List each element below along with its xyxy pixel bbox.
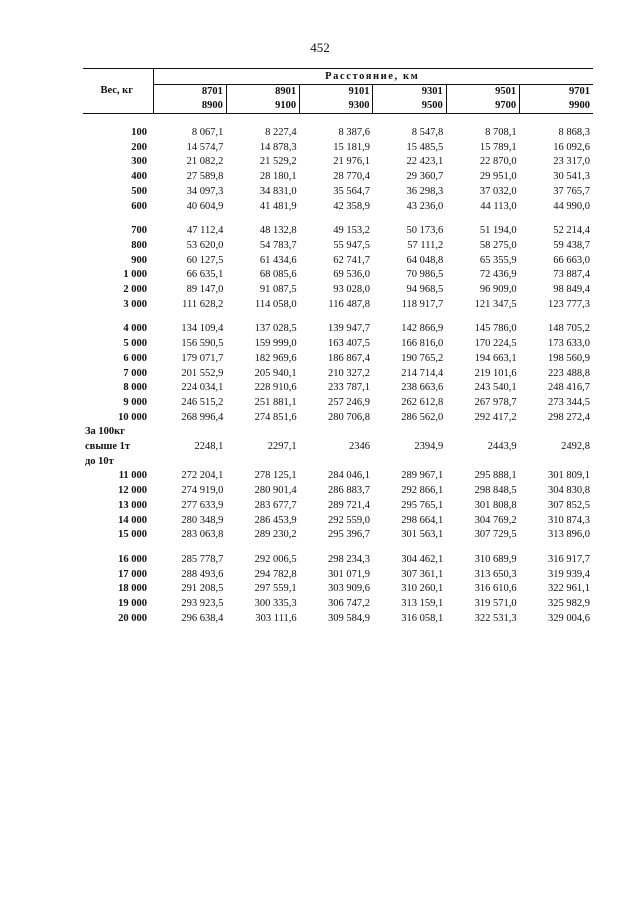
rate-cell: 292 417,2: [474, 411, 517, 423]
weight-cell: 15 000: [118, 529, 148, 541]
special-rate-label: [83, 425, 153, 469]
distance-range-header: [300, 85, 373, 114]
rate-cell: 298 234,3: [327, 553, 370, 565]
table-row: [83, 597, 593, 612]
rate-cell: 123 777,3: [548, 298, 590, 310]
rate-cell: 292 559,0: [327, 514, 370, 526]
table-body: [83, 114, 593, 627]
rate-cell: 301 808,8: [474, 499, 517, 511]
weight-cell: 700: [131, 225, 148, 237]
table-row: [83, 582, 593, 597]
weight-cell: 2 000: [123, 284, 148, 296]
weight-column-header: Вес, кг: [83, 69, 153, 114]
weight-cell: 8 000: [123, 382, 148, 394]
rate-cell: 57 111,2: [407, 239, 444, 251]
rate-cell: 134 109,4: [181, 323, 224, 335]
special-rate-row: [83, 425, 593, 469]
table-row: [83, 185, 593, 200]
rate-cell: 21 976,1: [333, 156, 370, 168]
weight-cell: 400: [131, 171, 148, 183]
rate-cell: 295 888,1: [474, 470, 517, 482]
rate-cell: 35 564,7: [333, 185, 370, 197]
special-rate-cell: 2394,9: [414, 441, 444, 453]
distance-range-header: [153, 85, 226, 114]
rate-cell: 145 786,0: [474, 323, 517, 335]
rate-cell: 30 541,3: [553, 171, 590, 183]
rate-cell: 55 947,5: [333, 239, 370, 251]
rate-cell: 280 706,8: [327, 411, 370, 423]
rate-cell: 228 910,6: [254, 382, 297, 394]
spacer-row: [83, 114, 593, 127]
rate-cell: 307 852,5: [548, 499, 590, 511]
rate-cell: 319 939,4: [548, 568, 590, 580]
rate-cell: 60 127,5: [186, 254, 224, 266]
table-row: [83, 254, 593, 269]
rate-cell: 121 347,5: [474, 298, 517, 310]
special-rate-cell: 2248,1: [194, 441, 224, 453]
rate-cell: 23 317,0: [553, 156, 590, 168]
rate-cell: 182 969,6: [254, 352, 297, 364]
table-row: [83, 381, 593, 396]
rate-cell: 214 714,4: [401, 367, 444, 379]
range-to: 9100: [275, 100, 297, 111]
weight-cell: 17 000: [118, 568, 148, 580]
rate-cell: 316 058,1: [401, 612, 444, 624]
rate-cell: 70 986,5: [406, 269, 444, 281]
rate-cell: 163 407,5: [327, 338, 370, 350]
rate-cell: 22 423,1: [406, 156, 444, 168]
rate-cell: 296 638,4: [181, 612, 224, 624]
table-row: [83, 155, 593, 170]
table-row: [83, 499, 593, 514]
rate-cell: 8 227,4: [265, 127, 297, 138]
special-label-line: За 100кг: [85, 426, 125, 438]
rate-cell: 292 866,1: [401, 485, 444, 497]
special-rate-cell: 2346: [348, 441, 370, 453]
table-row: [83, 224, 593, 239]
rate-table: [83, 68, 593, 627]
rate-cell: 319 571,0: [474, 598, 517, 610]
rate-cell: 59 438,7: [553, 239, 590, 251]
special-rate-cell: 2297,1: [267, 441, 297, 453]
rate-cell: 69 536,0: [333, 269, 370, 281]
table-row: [83, 298, 593, 313]
rate-cell: 224 034,1: [181, 382, 224, 394]
rate-cell: 72 436,9: [479, 269, 517, 281]
rate-cell: 66 635,1: [186, 269, 224, 281]
rate-cell: 310 874,3: [548, 514, 590, 526]
rate-cell: 98 849,4: [553, 284, 590, 296]
range-to: 9500: [421, 100, 443, 111]
rate-cell: 48 132,8: [259, 225, 297, 237]
weight-cell: 19 000: [118, 598, 148, 610]
rate-cell: 64 048,8: [406, 254, 444, 266]
range-from: 9501: [495, 86, 517, 97]
rate-cell: 34 097,3: [186, 185, 224, 197]
rate-cell: 93 028,0: [333, 284, 370, 296]
rate-cell: 29 360,7: [406, 171, 444, 183]
table-row: [83, 352, 593, 367]
spacer-row: [83, 312, 593, 322]
rate-cell: 316 610,6: [474, 583, 517, 595]
weight-cell: 10 000: [118, 411, 148, 423]
rate-cell: 313 650,3: [474, 568, 517, 580]
rate-cell: 243 540,1: [474, 382, 517, 394]
rate-cell: 27 589,8: [186, 171, 224, 183]
rate-cell: 301 071,9: [327, 568, 370, 580]
rate-cell: 283 063,8: [181, 529, 224, 541]
rate-cell: 148 705,2: [548, 323, 590, 335]
rate-cell: 118 917,7: [401, 298, 444, 310]
rate-cell: 304 462,1: [401, 553, 444, 565]
special-rate-cell: 2492,8: [561, 441, 590, 453]
rate-cell: 89 147,0: [186, 284, 224, 296]
special-rate-cell: 2443,9: [487, 441, 517, 453]
rate-cell: 42 358,9: [333, 200, 370, 212]
rate-cell: 194 663,1: [474, 352, 517, 364]
rate-cell: 34 831,0: [259, 185, 297, 197]
rate-cell: 41 481,9: [259, 200, 297, 212]
page-number: 452: [310, 40, 330, 55]
table-row: [83, 484, 593, 499]
rate-cell: 304 830,8: [548, 485, 590, 497]
rate-cell: 54 783,7: [259, 239, 297, 251]
rate-cell: 301 563,1: [401, 529, 444, 541]
rate-cell: 142 866,9: [401, 323, 444, 335]
rate-cell: 36 298,3: [406, 185, 444, 197]
range-to: 9700: [495, 100, 517, 111]
rate-cell: 15 789,1: [479, 141, 517, 153]
rate-cell: 316 917,7: [548, 553, 590, 565]
weight-cell: 6 000: [123, 352, 148, 364]
rate-cell: 198 560,9: [548, 352, 590, 364]
range-from: 9301: [421, 86, 443, 97]
rate-cell: 116 487,8: [328, 298, 370, 310]
rate-cell: 262 612,8: [401, 396, 444, 408]
weight-cell: 16 000: [118, 553, 148, 565]
rate-cell: 313 896,0: [548, 529, 590, 541]
rate-cell: 289 230,2: [254, 529, 297, 541]
table-row: [83, 268, 593, 283]
rate-cell: 251 881,1: [254, 396, 297, 408]
weight-cell: 800: [131, 239, 148, 251]
weight-cell: 100: [131, 127, 148, 138]
rate-cell: 303 909,6: [327, 583, 370, 595]
rate-cell: 257 246,9: [327, 396, 370, 408]
table-row: [83, 200, 593, 215]
rate-cell: 233 787,1: [327, 382, 370, 394]
rate-cell: 223 488,8: [548, 367, 590, 379]
range-to: 9300: [348, 100, 370, 111]
rate-cell: 288 493,6: [181, 568, 224, 580]
rate-cell: 301 809,1: [548, 470, 590, 482]
table-row: [83, 514, 593, 529]
rate-cell: 15 181,9: [333, 141, 370, 153]
rate-cell: 61 434,6: [259, 254, 297, 266]
rate-cell: 28 770,4: [333, 171, 370, 183]
rate-cell: 15 485,5: [406, 141, 444, 153]
rate-cell: 16 092,6: [553, 141, 590, 153]
rate-cell: 292 006,5: [254, 553, 297, 565]
rate-cell: 49 153,2: [333, 225, 370, 237]
weight-cell: 500: [131, 185, 148, 197]
rate-cell: 322 961,1: [548, 583, 590, 595]
table-row: [83, 367, 593, 382]
rate-cell: 294 782,8: [254, 568, 297, 580]
rate-cell: 28 180,1: [259, 171, 297, 183]
weight-cell: 20 000: [118, 612, 148, 624]
rate-cell: 298 848,5: [474, 485, 517, 497]
weight-cell: 900: [131, 254, 148, 266]
range-to: 9900: [569, 100, 590, 111]
weight-cell: 600: [131, 200, 148, 212]
rate-cell: 96 909,0: [479, 284, 517, 296]
rate-cell: 66 663,0: [553, 254, 590, 266]
rate-cell: 51 194,0: [479, 225, 517, 237]
range-from: 8901: [275, 86, 297, 97]
weight-cell: 9 000: [123, 396, 148, 408]
rate-cell: 284 046,1: [327, 470, 370, 482]
range-from: 9701: [569, 86, 590, 97]
rate-cell: 43 236,0: [406, 200, 444, 212]
special-label-line: свыше 1т: [85, 441, 131, 453]
rate-cell: 286 562,0: [401, 411, 444, 423]
rate-cell: 277 633,9: [181, 499, 224, 511]
rate-cell: 300 335,3: [254, 598, 297, 610]
weight-cell: 5 000: [123, 338, 148, 350]
rate-cell: 310 260,1: [401, 583, 444, 595]
rate-cell: 44 113,0: [480, 200, 517, 212]
rate-cell: 205 940,1: [254, 367, 297, 379]
rate-cell: 58 275,0: [479, 239, 517, 251]
table-row: [83, 469, 593, 484]
rate-cell: 329 004,6: [548, 612, 590, 624]
rate-cell: 278 125,1: [254, 470, 297, 482]
rate-cell: 272 204,1: [181, 470, 224, 482]
rate-cell: 280 348,9: [181, 514, 224, 526]
distance-column-header: Расстояние, км: [153, 69, 593, 85]
rate-cell: 47 112,4: [186, 225, 224, 237]
rate-cell: 306 747,2: [327, 598, 370, 610]
weight-cell: 3 000: [123, 298, 148, 310]
table-row: [83, 553, 593, 568]
rate-cell: 139 947,7: [327, 323, 370, 335]
rate-cell: 170 224,5: [474, 338, 517, 350]
weight-cell: 13 000: [118, 499, 148, 511]
rate-cell: 291 208,5: [181, 583, 224, 595]
weight-cell: 1 000: [123, 269, 148, 281]
range-from: 8701: [201, 86, 223, 97]
rate-cell: 210 327,2: [327, 367, 370, 379]
distance-range-header: [446, 85, 519, 114]
rate-cell: 310 689,9: [474, 553, 517, 565]
rate-cell: 8 708,1: [485, 127, 517, 138]
table-row: [83, 141, 593, 156]
rate-cell: 285 778,7: [181, 553, 224, 565]
table-row: [83, 239, 593, 254]
rate-cell: 52 214,4: [553, 225, 590, 237]
rate-cell: 280 901,4: [254, 485, 297, 497]
rate-cell: 111 628,2: [182, 298, 224, 310]
rate-cell: 295 396,7: [327, 529, 370, 541]
rate-cell: 286 453,9: [254, 514, 297, 526]
table-row: [83, 337, 593, 352]
table-row: [83, 283, 593, 298]
table-row: [83, 528, 593, 543]
table-row: [83, 170, 593, 185]
rate-cell: 29 951,0: [479, 171, 517, 183]
distance-range-header: [226, 85, 299, 114]
rate-cell: 14 878,3: [259, 141, 297, 153]
rate-cell: 304 769,2: [474, 514, 517, 526]
rate-cell: 8 067,1: [191, 127, 224, 138]
rate-cell: 246 515,2: [181, 396, 224, 408]
rate-cell: 50 173,6: [406, 225, 444, 237]
rate-cell: 309 584,9: [327, 612, 370, 624]
rate-cell: 159 999,0: [254, 338, 297, 350]
rate-cell: 65 355,9: [479, 254, 517, 266]
distance-range-header: [373, 85, 446, 114]
rate-cell: 190 765,2: [401, 352, 444, 364]
rate-cell: 14 574,7: [186, 141, 224, 153]
rate-cell: 53 620,0: [186, 239, 224, 251]
rate-cell: 274 851,6: [254, 411, 297, 423]
table-row: [83, 322, 593, 337]
rate-cell: 62 741,7: [333, 254, 370, 266]
rate-cell: 267 978,7: [474, 396, 517, 408]
rate-cell: 44 990,0: [553, 200, 590, 212]
rate-cell: 283 677,7: [254, 499, 297, 511]
weight-cell: 12 000: [118, 485, 148, 497]
rate-cell: 40 604,9: [186, 200, 224, 212]
rate-cell: 22 870,0: [479, 156, 517, 168]
rate-cell: 289 721,4: [327, 499, 370, 511]
rate-cell: 238 663,6: [401, 382, 444, 394]
weight-cell: 11 000: [118, 470, 148, 482]
rate-cell: 248 416,7: [548, 382, 590, 394]
table-row: [83, 612, 593, 627]
rate-cell: 307 729,5: [474, 529, 517, 541]
rate-cell: 303 111,6: [255, 612, 297, 624]
weight-cell: 18 000: [118, 583, 148, 595]
rate-cell: 274 919,0: [181, 485, 224, 497]
rate-cell: 73 887,4: [553, 269, 590, 281]
rate-cell: 8 547,8: [411, 127, 444, 138]
spacer-row: [83, 214, 593, 224]
weight-cell: 200: [131, 141, 148, 153]
spacer-row: [83, 543, 593, 553]
table-header: [83, 69, 593, 114]
rate-cell: 37 765,7: [553, 185, 590, 197]
weight-cell: 14 000: [118, 514, 148, 526]
rate-cell: 114 058,0: [255, 298, 297, 310]
table-row: [83, 568, 593, 583]
rate-cell: 313 159,1: [401, 598, 444, 610]
rate-cell: 8 387,6: [338, 127, 370, 138]
rate-cell: 166 816,0: [401, 338, 444, 350]
rate-cell: 91 087,5: [259, 284, 297, 296]
rate-cell: 325 982,9: [548, 598, 590, 610]
rate-cell: 297 559,1: [254, 583, 297, 595]
rate-cell: 289 967,1: [401, 470, 444, 482]
rate-cell: 21 082,2: [186, 156, 224, 168]
table-row: [83, 411, 593, 426]
rate-cell: 273 344,5: [548, 396, 590, 408]
rate-cell: 293 923,5: [181, 598, 224, 610]
rate-cell: 286 883,7: [327, 485, 370, 497]
table-row: [83, 396, 593, 411]
rate-cell: 295 765,1: [401, 499, 444, 511]
rate-cell: 179 071,7: [181, 352, 224, 364]
rate-cell: 137 028,5: [254, 323, 297, 335]
range-from: 9101: [348, 86, 370, 97]
rate-cell: 298 272,4: [548, 411, 590, 423]
range-to: 8900: [201, 100, 223, 111]
weight-cell: 300: [131, 156, 148, 168]
rate-cell: 156 590,5: [181, 338, 224, 350]
rate-cell: 298 664,1: [401, 514, 444, 526]
rate-cell: 186 867,4: [327, 352, 370, 364]
rate-cell: 94 968,5: [406, 284, 444, 296]
distance-range-header: [520, 85, 593, 114]
rate-cell: 21 529,2: [259, 156, 297, 168]
weight-cell: 4 000: [123, 323, 148, 335]
weight-cell: 7 000: [123, 367, 148, 379]
table-row: [83, 126, 593, 141]
rate-cell: 37 032,0: [479, 185, 517, 197]
rate-cell: 68 085,6: [259, 269, 297, 281]
rate-cell: 201 552,9: [181, 367, 224, 379]
rate-cell: 322 531,3: [474, 612, 517, 624]
rate-cell: 173 633,0: [548, 338, 590, 350]
rate-cell: 307 361,1: [401, 568, 444, 580]
rate-cell: 268 996,4: [181, 411, 224, 423]
special-label-line: до 10т: [85, 455, 114, 467]
rate-cell: 8 868,3: [558, 127, 590, 138]
rate-cell: 219 101,6: [474, 367, 517, 379]
